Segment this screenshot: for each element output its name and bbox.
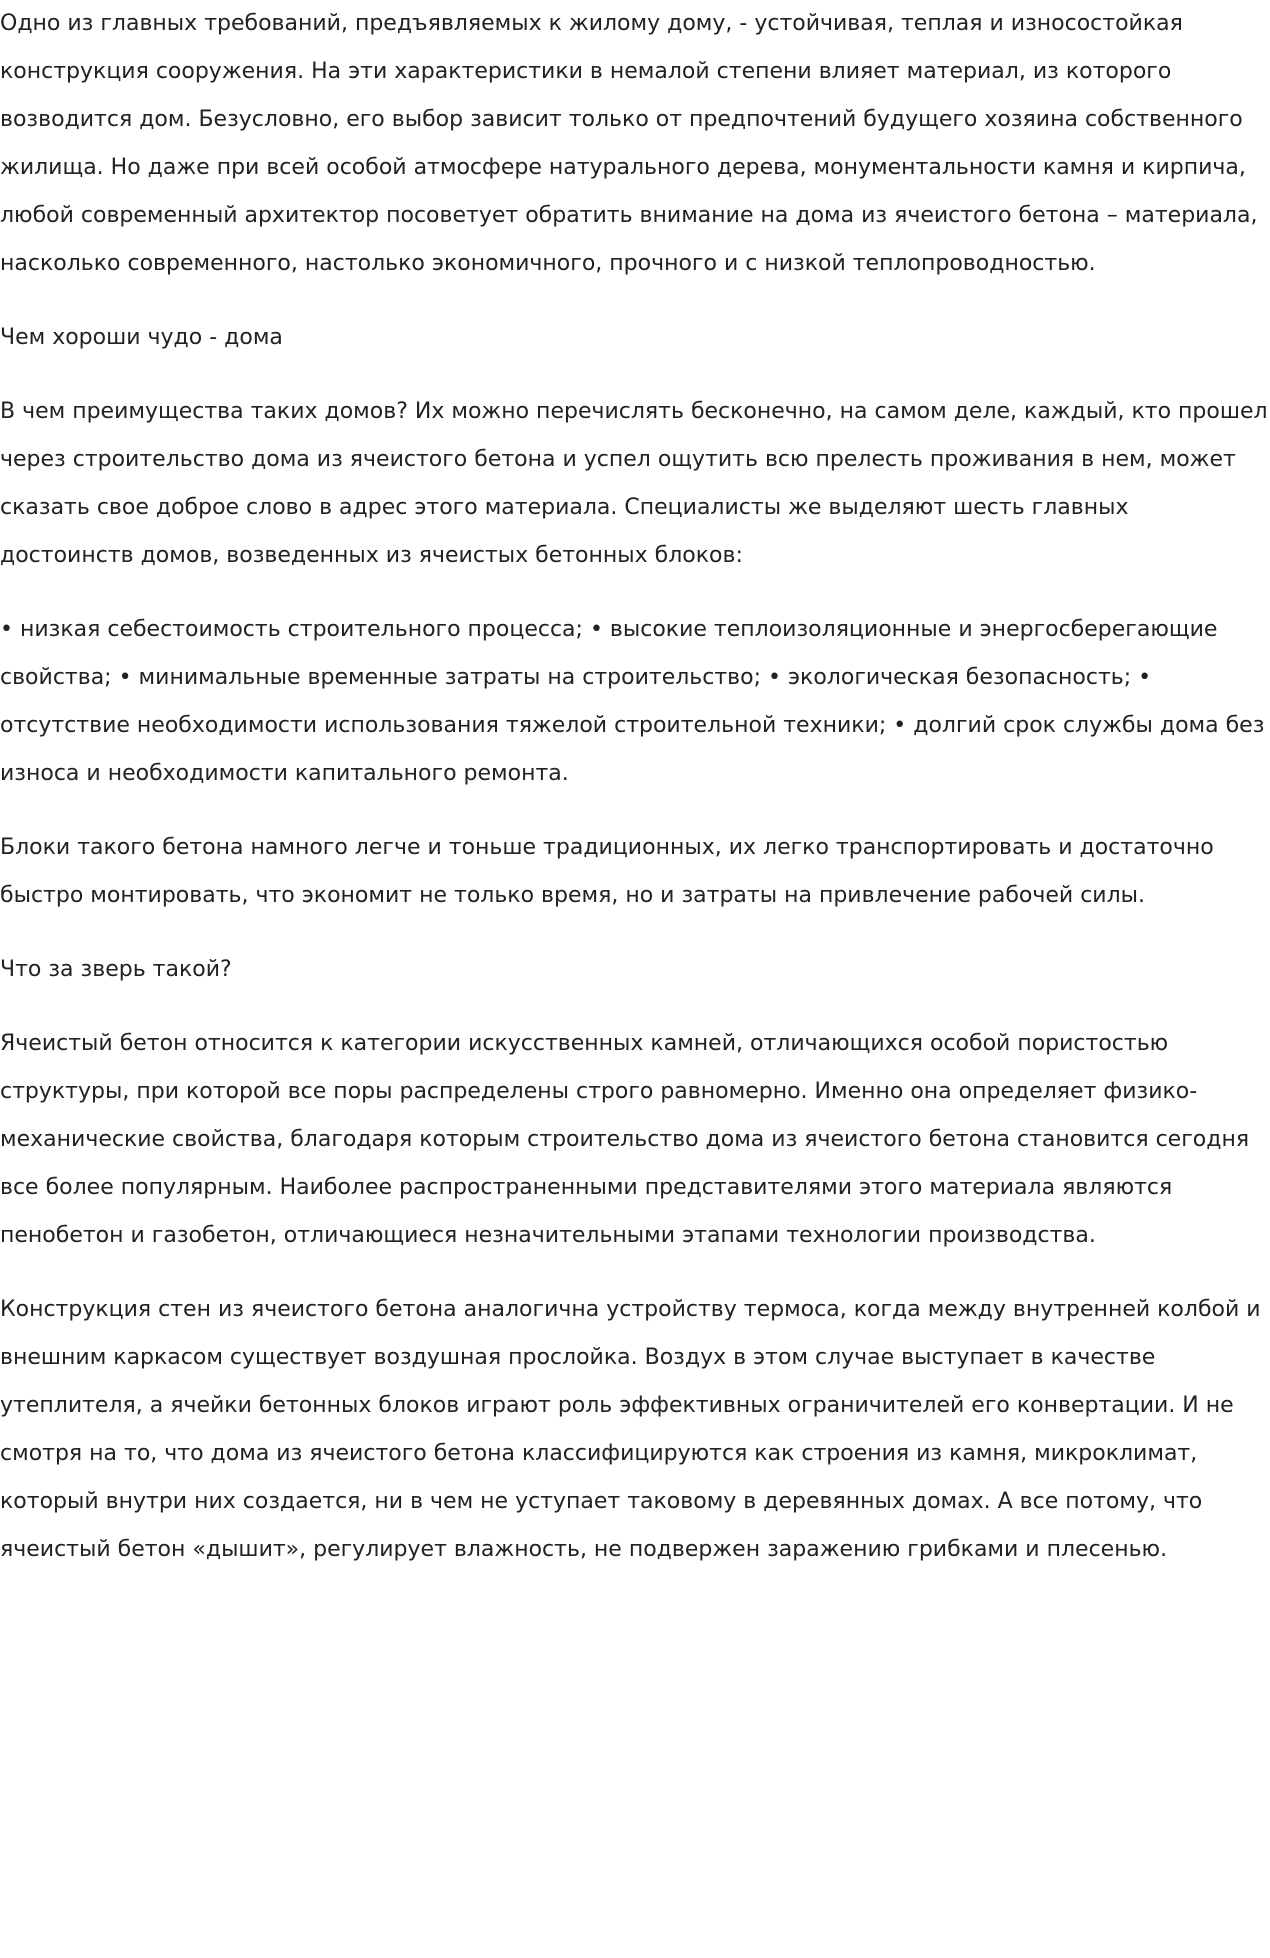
blocks-paragraph: Блоки такого бетона намного легче и тоньше традиционных, их легко транспортировать и достаточно быстро монтировать, что экономит не только время, но и затраты на привлечение рабочей силы. xyxy=(0,835,1214,908)
section-heading-what-is-it: Что за зверь такой? xyxy=(0,957,232,982)
benefits-paragraph: В чем преимущества таких домов? Их можно перечислять бесконечно, на самом деле, каждый, кто прошел через строительство дома из ячеистого бетона и успел ощутить всю прелесть проживания в нем, может сказать свое доброе слово в адрес этого материала. Специалисты же выделяют шесть главных достоинств домов, возведенных из ячеистых бетонных блоков: xyxy=(0,399,1268,568)
cellular-concrete-paragraph: Ячеистый бетон относится к категории искусственных камней, отличающихся особой пористостью структуры, при которой все поры распределены строго равномерно. Именно она определяет физико-механические свойства, благодаря которым строительство дома из ячеистого бетона становится сегодня все более популярным. Наиболее распространенными представителями этого материала являются пенобетон и газобетон, отличающиеся незначительными этапами технологии производства. xyxy=(0,1031,1250,1248)
benefits-list-paragraph: • низкая себестоимость строительного процесса; • высокие теплоизоляционные и энергосберегающие свойства; • минимальные временные затраты на строительство; • экологическая безопасность; • отсутствие необходимости использования тяжелой строительной техники; • долгий срок службы дома без износа и необходимости капитального ремонта. xyxy=(0,617,1265,786)
intro-paragraph: Одно из главных требований, предъявляемых к жилому дому, - устойчивая, теплая и износостойкая конструкция сооружения. На эти характеристики в немалой степени влияет материал, из которого возводится дом. Безусловно, его выбор зависит только от предпочтений будущего хозяина собственного жилища. Но даже при всей особой атмосфере натурального дерева, монументальности камня и кирпича, любой современный архитектор посоветует обратить внимание на дома из ячеистого бетона – материала, насколько современного, настолько экономичного, прочного и с низкой теплопроводностью. xyxy=(0,11,1258,276)
wall-construction-paragraph: Конструкция стен из ячеистого бетона аналогична устройству термоса, когда между внутренней колбой и внешним каркасом существует воздушная прослойка. Воздух в этом случае выступает в качестве утеплителя, а ячейки бетонных блоков играют роль эффективных ограничителей его конвертации. И не смотря на то, что дома из ячеистого бетона классифицируются как строения из камня, микроклимат, который внутри них создается, ни в чем не уступает таковому в деревянных домах. А все потому, что ячеистый бетон «дышит», регулирует влажность, не подвержен заражению грибками и плесенью. xyxy=(0,1297,1261,1562)
section-heading-benefits: Чем хороши чудо - дома xyxy=(0,325,283,350)
